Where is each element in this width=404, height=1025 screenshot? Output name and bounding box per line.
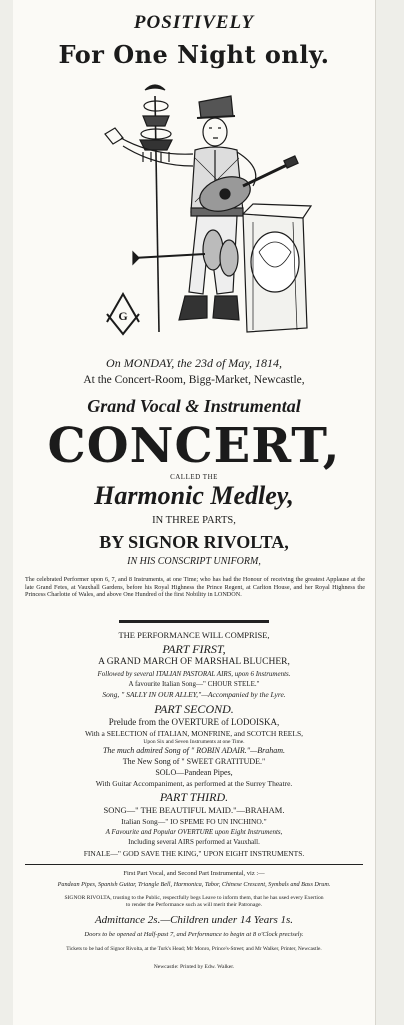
part3-line: FINALE—" GOD SAVE THE KING," UPON EIGHT INSTRUMENTS.: [83, 849, 305, 858]
part1-line: A GRAND MARCH OF MARSHAL BLUCHER,: [98, 657, 290, 667]
playbill-sheet: [13, 0, 375, 1025]
part2-line: SOLO—Pandean Pipes,: [155, 768, 233, 777]
concert-title: CONCERT,: [47, 418, 341, 474]
part2-line: Prelude from the OVERTURE of LODOISKA,: [108, 717, 280, 727]
divider-rule: [119, 620, 269, 623]
part3-line: Italian Song—" IO SPEME FO UN INCHINO.": [121, 817, 267, 826]
part3-line: A Favourite and Popular OVERTURE upon Eight Instruments,: [105, 828, 283, 836]
venue-line: At the Concert-Room, Bigg-Market, Newcastle,: [83, 374, 305, 386]
medley-title: Harmonic Medley,: [94, 481, 294, 510]
performer-line: BY SIGNOR RIVOLTA,: [99, 532, 289, 552]
part2-line: The much admired Song of " ROBIN ADAIR."—Braham.: [102, 746, 286, 755]
tickets-line: Tickets to be had of Signor Rivolta, at the Turk's Head; Mr Monro, Prince's-Street; and Mr Walker, Printer, Newcastle.: [66, 946, 322, 952]
doors-line: Doors to be opened at Half-past 7, and Performance to begin at 8 o'Clock precisely.: [84, 931, 304, 938]
part2-line: With a SELECTION of ITALIAN, MONFRINE, and SCOTCH REELS,: [84, 729, 304, 738]
called-the: CALLED THE: [170, 473, 218, 481]
admittance-line: Admittance 2s.—Children under 14 Years 1s.: [94, 914, 294, 926]
part-first-title: PART FIRST,: [162, 642, 226, 656]
one-night-heading: For One Night only.: [58, 40, 330, 69]
printer-line: Newcastle: Printed by Edw. Walker.: [153, 964, 235, 970]
description-paragraph: The celebrated Performer upon 6, 7, and 8 Instruments, at one Time; who has had the Honour of receiving the greatest Applause at the late Grand Fetes, at Vauxhall Gardens, before his Royal Highness the Prince Regent, at Carlton House, and her Royal Highness the Princess Charlotte of Wales, and above One Hundred of the first Nobility in LONDON.: [25, 576, 365, 599]
three-parts: IN THREE PARTS,: [152, 515, 236, 526]
part-third-title: PART THIRD.: [159, 790, 229, 804]
part2-line: With Guitar Accompaniment, as performed at the Surrey Theatre.: [95, 779, 293, 788]
part-second-title: PART SECOND.: [154, 702, 234, 716]
part2-line: Upon Six and Seven Instruments at one Time.: [143, 739, 245, 745]
musician-illustration: [93, 82, 323, 347]
notice-line: to render the Performance such as will merit their Patronage.: [125, 902, 263, 908]
grand-line: Grand Vocal & Instrumental: [87, 396, 301, 416]
part1-line: A favourite Italian Song—" CHOUR STELE.": [128, 680, 260, 688]
date-line: On MONDAY, the 23d of May, 1814,: [106, 356, 282, 370]
divider-rule: [25, 864, 363, 865]
positively-heading: POSITIVELY: [133, 12, 255, 33]
part1-line: Followed by several ITALIAN PASTORAL AIRS, upon 6 Instruments.: [97, 670, 291, 678]
part3-line: Including several AIRS performed at Vauxhall.: [128, 838, 260, 846]
comprise-line: THE PERFORMANCE WILL COMPRISE,: [118, 630, 270, 640]
accompaniment-line: First Part Vocal, and Second Part Instrumental, viz :—: [123, 870, 265, 877]
part2-line: The New Song of " SWEET GRATITUDE.": [122, 757, 266, 766]
part1-line: Song, " SALLY IN OUR ALLEY,"—Accompanied by the Lyre.: [102, 690, 286, 699]
instruments-line: Pandean Pipes, Spanish Guitar, Triangle Bell, Harmonica, Tabor, Chinese Crescent, Symbals and Bass Drum.: [57, 881, 331, 888]
uniform-line: IN HIS CONSCRIPT UNIFORM,: [127, 556, 261, 567]
part3-line: SONG—" THE BEAUTIFUL MAID."—BRAHAM.: [103, 805, 285, 815]
mason-letter: G: [118, 309, 128, 323]
notice-line: SIGNOR RIVOLTA, trusting to the Public, respectfully begs Leave to inform them, that he has used every Exertion: [64, 895, 324, 901]
